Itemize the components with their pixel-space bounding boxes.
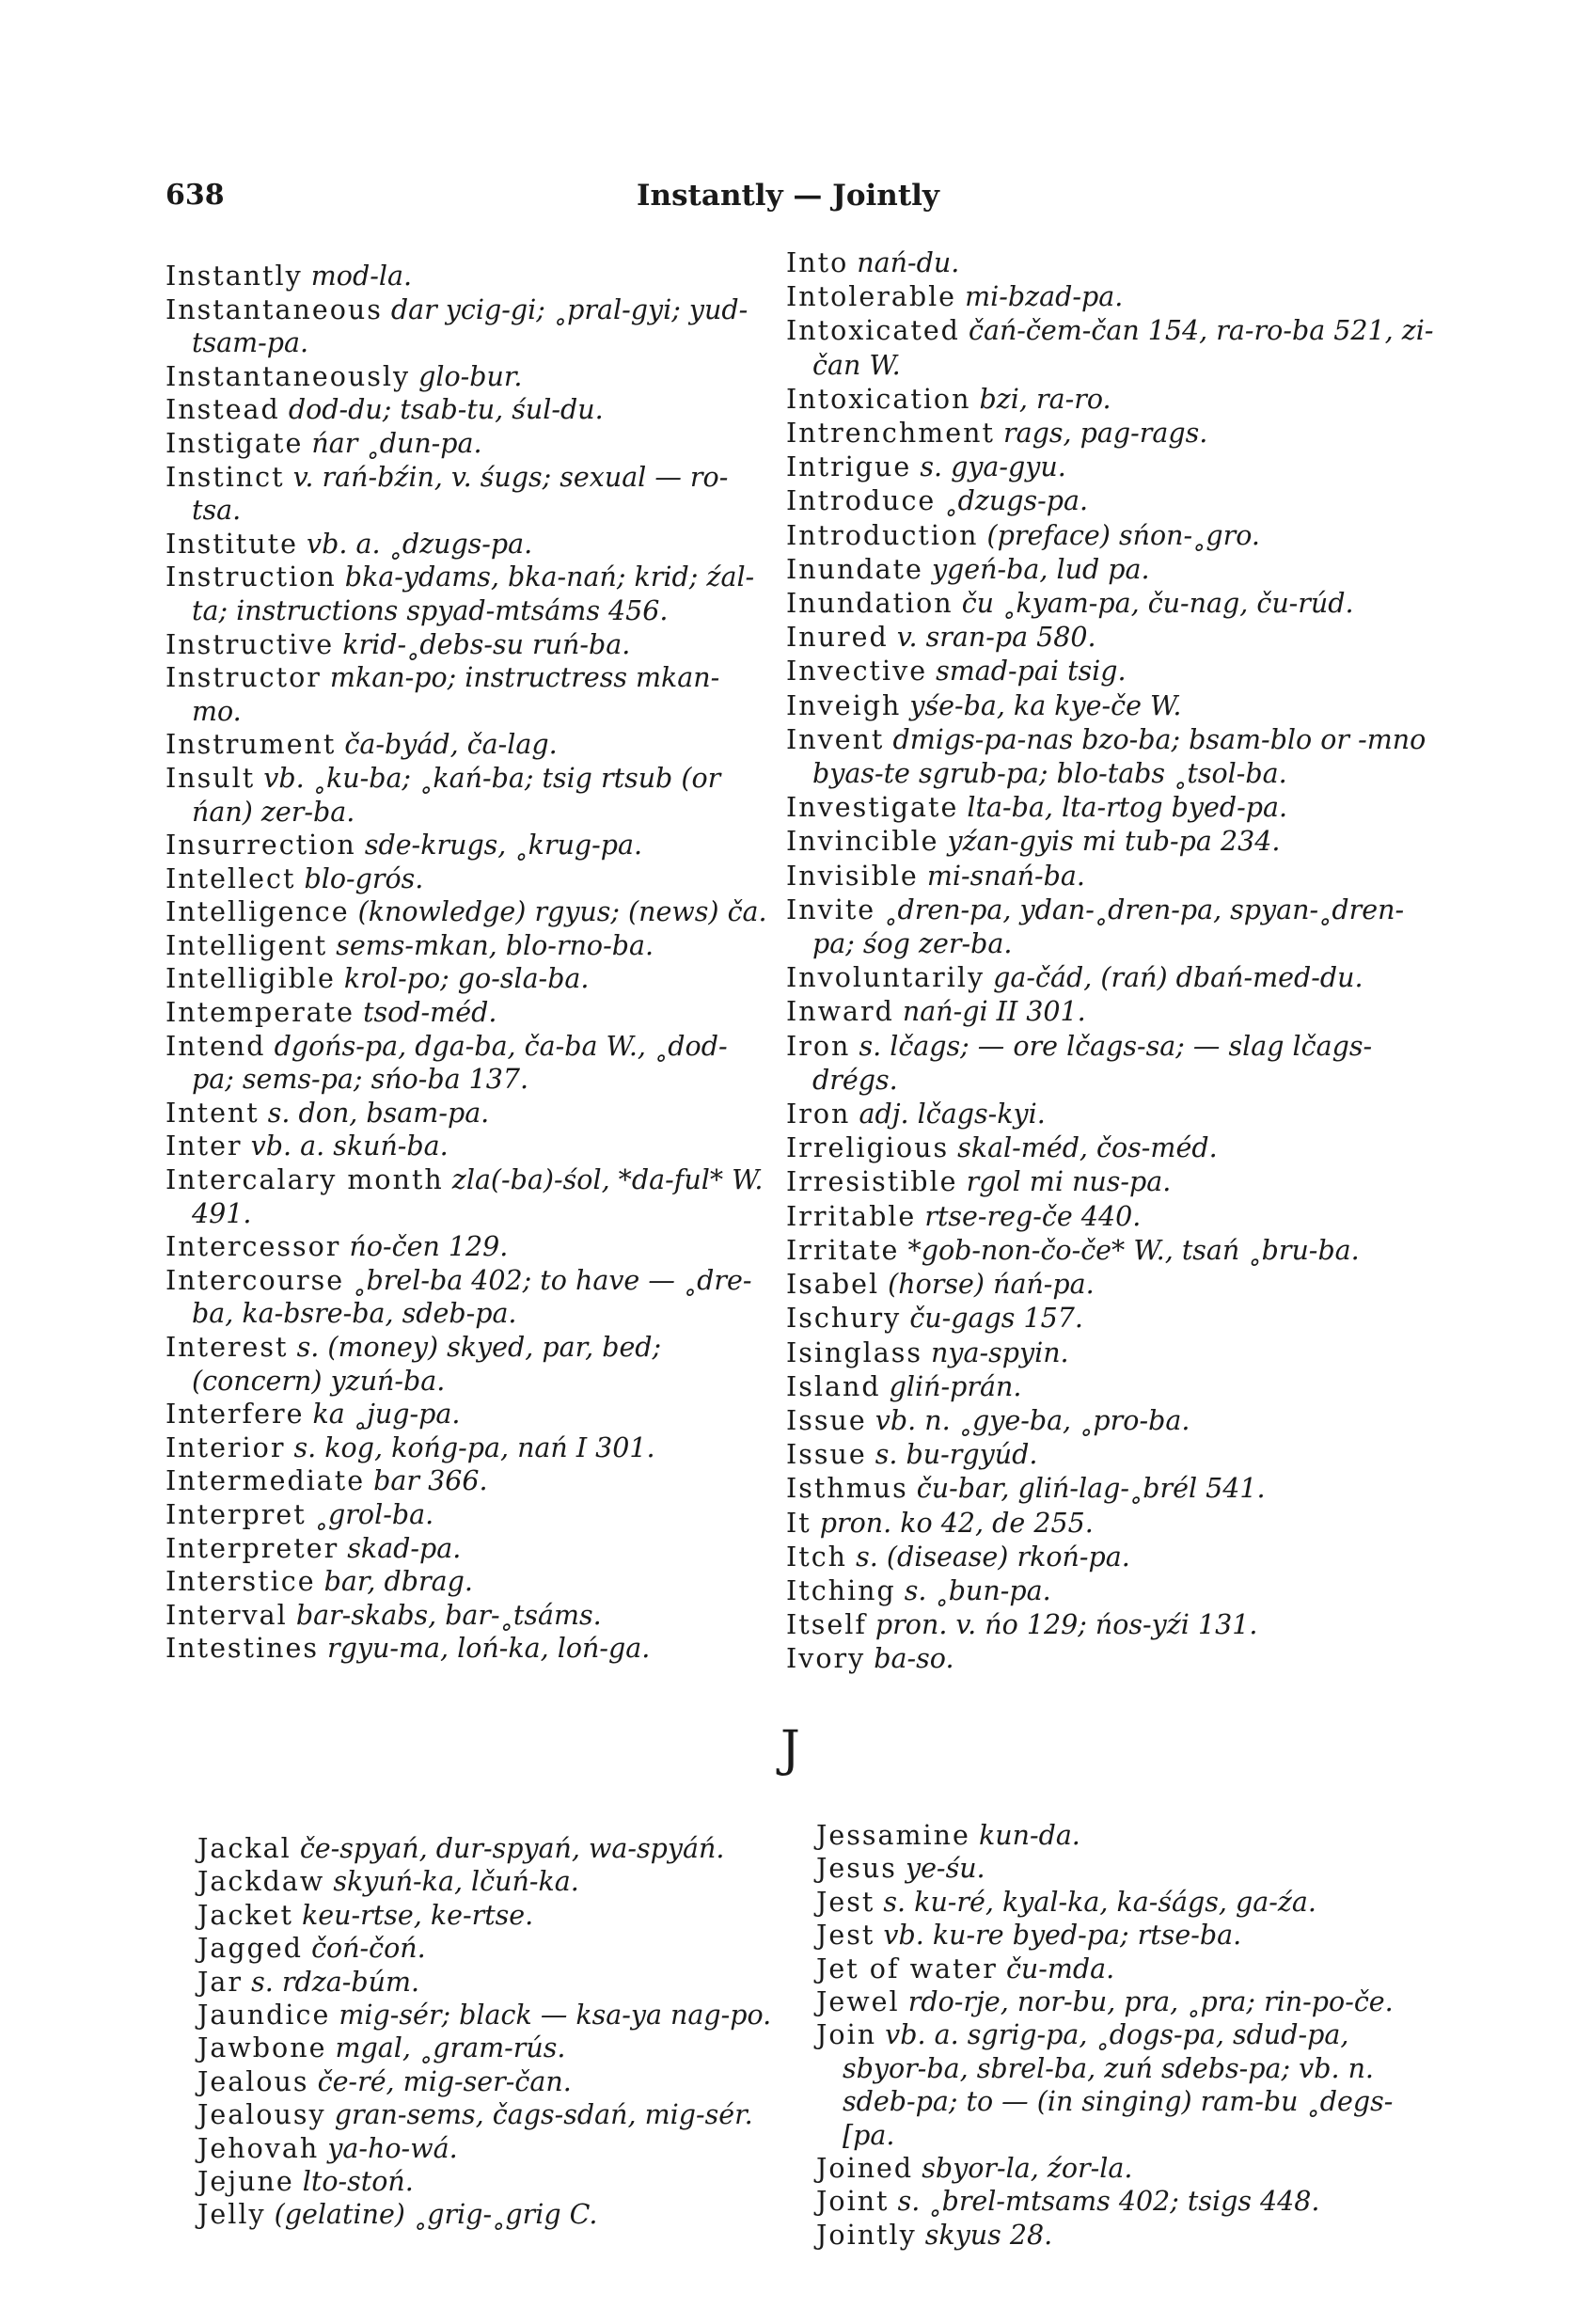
headword: Intolerable — [786, 281, 957, 313]
headword: Intestines — [165, 1633, 319, 1665]
headword: Inter — [165, 1130, 243, 1162]
dictionary-entry — [197, 1999, 799, 2032]
headword: Jesus — [816, 1853, 897, 1885]
headword: Joint — [816, 2186, 890, 2218]
entry-definition: ˳brel-ba 402; to have — ˳dre-ba, ka-bsre-ba, sdeb-pa. — [192, 1264, 752, 1330]
dictionary-entry — [165, 1431, 767, 1465]
dictionary-entry — [786, 655, 1435, 688]
dictionary-entry — [165, 1230, 767, 1264]
headword: Invisible — [786, 860, 919, 892]
entry-definition: lta-ba, lta-rtog byed-pa. — [958, 792, 1288, 824]
dictionary-entry — [165, 1331, 767, 1398]
entry-definition: rgol mi nus-pa. — [957, 1166, 1172, 1198]
headword: Itself — [786, 1609, 867, 1641]
dictionary-entry — [786, 1200, 1435, 1234]
entry-definition: mod-la. — [302, 261, 413, 292]
dictionary-entry — [165, 1163, 767, 1230]
entry-definition: ygeń-ba, lud pa. — [922, 553, 1150, 585]
headword: Instantly — [165, 261, 303, 292]
headword: Irritable — [786, 1200, 917, 1232]
headword: Jewel — [816, 1986, 900, 2018]
dictionary-entry — [197, 1899, 799, 1932]
headword: Intelligible — [165, 963, 336, 995]
dictionary-entry — [816, 2152, 1437, 2185]
headword: Itch — [786, 1541, 848, 1573]
entry-definition: bar 366. — [365, 1465, 488, 1497]
headword: Intend — [165, 1030, 266, 1062]
headword: Intrenchment — [786, 418, 995, 450]
column-4 — [816, 1819, 1437, 2252]
dictionary-entry — [816, 1919, 1437, 1952]
dictionary-entry — [786, 451, 1435, 484]
headword: Jaundice — [197, 2000, 331, 2032]
headword: Jar — [197, 1966, 244, 1998]
dictionary-entry — [165, 360, 767, 394]
entry-definition: rags, pag-rags. — [994, 418, 1208, 450]
headword: Jacket — [197, 1899, 293, 1931]
headword: Jest — [816, 1920, 875, 1952]
entry-definition: s. don, bsam-pa. — [259, 1097, 490, 1129]
headword: Isthmus — [786, 1473, 908, 1505]
entry-definition: v. sran-pa 580. — [888, 622, 1096, 654]
entry-definition: dod-du; tsab-tu, śul-du. — [279, 394, 604, 426]
dictionary-entry — [816, 1852, 1437, 1885]
entry-definition: bka-ydams, bka-nań; krid; źal-ta; instructions spyad-mtsáms 456. — [192, 561, 755, 626]
entry-definition: yśe-ba, ka kye-če W. — [901, 689, 1182, 721]
entry-definition: gliń-prán. — [880, 1370, 1022, 1402]
dictionary-entry — [786, 1642, 1435, 1676]
dictionary-entry — [786, 825, 1435, 859]
entry-definition: ču-gags 157. — [901, 1303, 1083, 1335]
entry-definition: vb. a. ˳dzugs-pa. — [297, 528, 533, 560]
dictionary-entry — [165, 393, 767, 427]
entry-definition: *gob-non-čo-če* W., tsań ˳bru-ba. — [899, 1234, 1360, 1266]
entry-definition: vb. n. ˳gye-ba, ˳pro-ba. — [866, 1404, 1190, 1436]
entry-definition: če-spyań, dur-spyań, wa-spyáń. — [291, 1833, 725, 1864]
dictionary-entry — [165, 1464, 767, 1498]
dictionary-entry — [816, 1819, 1437, 1852]
dictionary-entry — [786, 1541, 1435, 1574]
dictionary-entry — [816, 1952, 1437, 1985]
headword: Inundate — [786, 553, 923, 585]
headword: Interfere — [165, 1399, 305, 1431]
dictionary-entry — [165, 895, 767, 929]
headword: Jealousy — [197, 2099, 326, 2131]
dictionary-entry — [165, 628, 767, 662]
entry-definition: ča-byád, ča-lag. — [336, 729, 558, 761]
dictionary-entry — [786, 246, 1435, 280]
dictionary-entry — [786, 1234, 1435, 1268]
entry-definition: če-ré, mig-ser-čan. — [308, 2065, 572, 2097]
headword: Interpret — [165, 1498, 307, 1530]
entry-definition: bar-skabs, bar-˳tsáms. — [287, 1599, 602, 1631]
dictionary-entry — [786, 553, 1435, 587]
entry-definition: vb. a. skuń-ba. — [242, 1130, 449, 1162]
headword: Institute — [165, 528, 298, 560]
headword: Issue — [786, 1439, 867, 1471]
entry-definition: s. bu-rgyúd. — [866, 1439, 1038, 1471]
entry-definition: (preface) sńon-˳gro. — [978, 519, 1260, 551]
dictionary-entry — [165, 1097, 767, 1130]
dictionary-entry — [165, 260, 767, 293]
dictionary-entry — [165, 561, 767, 627]
headword: Jackal — [197, 1833, 292, 1864]
headword: Intent — [165, 1097, 260, 1129]
headword: Intrigue — [786, 451, 912, 483]
dictionary-entry — [165, 1030, 767, 1097]
dictionary-entry — [786, 893, 1435, 961]
entry-definition: nań-du. — [848, 247, 960, 278]
dictionary-entry — [165, 461, 767, 528]
headword: Intemperate — [165, 997, 355, 1029]
entry-definition: rtse-reg-če 440. — [916, 1200, 1142, 1232]
entry-definition: ču-mda. — [997, 1952, 1115, 1984]
dictionary-entry — [165, 1532, 767, 1566]
entry-definition: s. ku-ré, kyal-ka, ka-śágs, ga-źa. — [875, 1886, 1316, 1918]
headword: Instantaneously — [165, 360, 411, 392]
entry-definition: zla(-ba)-śol, *da-ful* W. 491. — [192, 1164, 764, 1229]
entry-definition: bar, dbrag. — [315, 1566, 473, 1598]
headword: Introduction — [786, 519, 979, 551]
headword: Instrument — [165, 729, 337, 761]
dictionary-entry — [165, 1130, 767, 1163]
dictionary-entry — [786, 621, 1435, 655]
section-letter: J — [780, 1721, 800, 1778]
headword: Intellect — [165, 862, 296, 894]
headword: Instantaneous — [165, 293, 383, 325]
entry-definition: lto-stoń. — [293, 2166, 414, 2198]
headword: Introduce — [786, 485, 937, 517]
headword: Issue — [786, 1404, 867, 1436]
dictionary-entry — [165, 1632, 767, 1666]
headword: Irresistible — [786, 1166, 958, 1198]
entry-definition: ba-so. — [865, 1643, 954, 1675]
headword: Inundation — [786, 588, 953, 620]
entry-definition: ˳grol-ba. — [306, 1498, 434, 1530]
page-number: 638 — [165, 179, 225, 212]
column-2 — [786, 246, 1435, 1677]
dictionary-entry — [786, 1030, 1435, 1098]
entry-definition: s. rdza-búm. — [243, 1966, 420, 1998]
headword: Instructor — [165, 662, 322, 694]
entry-definition: skad-pa. — [339, 1532, 462, 1564]
entry-definition: blo-grós. — [295, 862, 424, 894]
dictionary-entry — [165, 1498, 767, 1532]
headword: Interstice — [165, 1566, 316, 1598]
dictionary-entry — [165, 829, 767, 862]
dictionary-entry — [816, 2018, 1437, 2152]
headword: Jelly — [197, 2199, 266, 2231]
entry-definition: dgońs-pa, dga-ba, ča-ba W., ˳dod-pa; sems-pa; sńo-ba 137. — [192, 1030, 728, 1096]
headword: Island — [786, 1370, 881, 1402]
dictionary-entry — [165, 1599, 767, 1633]
entry-definition: s. lčags; — ore lčags-sa; — slag lčags-drégs. — [812, 1030, 1373, 1096]
entry-definition: kun-da. — [969, 1820, 1080, 1851]
entry-definition: glo-bur. — [410, 360, 523, 392]
entry-definition: dar ycig-gi; ˳pral-gyi; yud-tsam-pa. — [192, 293, 749, 359]
entry-definition: ˳dren-pa, ydan-˳dren-pa, spyan-˳dren-pa; śog zer-ba. — [812, 893, 1405, 960]
entry-definition: čań-čem-čan 154, ra-ro-ba 521, zi-čan W. — [812, 315, 1434, 381]
dictionary-entry — [786, 587, 1435, 621]
headword: Intelligence — [165, 896, 350, 928]
entry-definition: adj. lčags-kyi. — [850, 1099, 1046, 1130]
headword: Iron — [786, 1099, 851, 1130]
headword: Invincible — [786, 826, 939, 858]
headword: Instinct — [165, 461, 285, 493]
headword: Jessamine — [816, 1820, 970, 1851]
headword: Instruction — [165, 561, 337, 593]
entry-definition: ya-ho-wá. — [319, 2132, 458, 2164]
dictionary-entry — [786, 689, 1435, 723]
headword: Jawbone — [197, 2032, 327, 2064]
headword: Intoxication — [786, 383, 971, 415]
dictionary-entry — [786, 1165, 1435, 1199]
dictionary-entry — [197, 2198, 799, 2231]
entry-definition: mi-snań-ba. — [918, 860, 1085, 892]
dictionary-entry — [786, 1098, 1435, 1131]
entry-definition: sbyor-la, źor-la. — [913, 2153, 1133, 2185]
headword: Jointly — [816, 2219, 917, 2251]
dictionary-entry — [165, 661, 767, 728]
column-1 — [165, 260, 767, 1666]
dictionary-entry — [786, 1131, 1435, 1165]
headword: Jehovah — [197, 2132, 320, 2164]
headword: Itching — [786, 1574, 896, 1606]
headword: Intelligent — [165, 929, 328, 961]
dictionary-entry — [165, 293, 767, 360]
entry-definition: ga-čád, (rań) dbań-med-du. — [985, 962, 1363, 994]
dictionary-entry — [786, 1302, 1435, 1336]
headword: Jagged — [197, 1933, 304, 1965]
entry-definition: mi-bzad-pa. — [956, 281, 1124, 313]
headword: Invective — [786, 656, 928, 688]
headword: Invite — [786, 893, 876, 925]
headword: Jet of water — [816, 1952, 998, 1984]
column-3 — [197, 1832, 799, 2232]
headword: Instructive — [165, 628, 335, 660]
headword: Jest — [816, 1886, 875, 1918]
dictionary-entry — [165, 1264, 767, 1331]
entry-definition: gran-sems, čags-sdań, mig-sér. — [325, 2099, 753, 2131]
entry-definition: mkan-po; instructress mkan-mo. — [192, 662, 720, 727]
entry-definition: keu-rtse, ke-rtse. — [292, 1899, 534, 1931]
dictionary-entry — [786, 1268, 1435, 1302]
entry-definition: vb. a. sgrig-pa, ˳dogs-pa, sdud-pa, sbyor-ba, sbrel-ba, zuń sdebs-pa; vb. n. sdeb-pa; to — (in singing) ram-bu ˳degs-[pa. — [843, 2019, 1394, 2151]
entry-definition: ˳dzugs-pa. — [936, 485, 1088, 517]
running-head: Instantly — Jointly — [637, 179, 939, 213]
headword: Interest — [165, 1332, 289, 1363]
dictionary-entry — [816, 2219, 1437, 2252]
dictionary-entry — [786, 791, 1435, 825]
entry-definition: s. (disease) rkoń-pa. — [847, 1541, 1130, 1573]
dictionary-entry — [165, 862, 767, 896]
entry-definition: vb. ˳ku-ba; ˳kań-ba; tsig rtsub (or ńan) zer-ba. — [192, 762, 721, 828]
dictionary-entry — [786, 280, 1435, 314]
headword: Isinglass — [786, 1336, 922, 1368]
headword: Iron — [786, 1030, 851, 1062]
entry-definition: tsod-méd. — [355, 997, 497, 1029]
entry-definition: ču ˳kyam-pa, ču-nag, ču-rúd. — [953, 588, 1354, 620]
entry-definition: sde-krugs, ˳krug-pa. — [355, 830, 643, 862]
dictionary-entry — [786, 1404, 1435, 1438]
entry-definition: skal-méd, čos-méd. — [949, 1132, 1218, 1164]
dictionary-entry — [197, 2165, 799, 2198]
entry-definition: ńar ˳dun-pa. — [303, 427, 482, 459]
entry-definition: mig-sér; black — ksa-ya nag-po. — [330, 2000, 772, 2032]
entry-definition: (horse) ńań-pa. — [879, 1269, 1095, 1301]
dictionary-entry — [165, 1565, 767, 1599]
headword: Irritate — [786, 1234, 900, 1266]
dictionary-entry — [816, 1985, 1437, 2018]
entry-definition: ču-bar, gliń-lag-˳brél 541. — [907, 1473, 1266, 1505]
dictionary-entry — [165, 762, 767, 829]
dictionary-entry — [197, 2132, 799, 2165]
headword: Insurrection — [165, 830, 356, 862]
headword: Interior — [165, 1431, 286, 1463]
headword: Intermediate — [165, 1465, 366, 1497]
dictionary-entry — [197, 2098, 799, 2131]
dictionary-entry — [786, 1336, 1435, 1370]
dictionary-entry — [786, 383, 1435, 417]
headword: Interpreter — [165, 1532, 339, 1564]
entry-definition: nya-spyin. — [922, 1336, 1069, 1368]
headword: Interval — [165, 1599, 288, 1631]
headword: Jejune — [197, 2166, 294, 2198]
headword: Inveigh — [786, 689, 902, 721]
headword: Instead — [165, 394, 280, 426]
headword: Irreligious — [786, 1132, 950, 1164]
entry-definition: pron. v. ńo 129; ńos-yźi 131. — [866, 1609, 1258, 1641]
dictionary-entry — [786, 1507, 1435, 1541]
dictionary-entry — [197, 2065, 799, 2098]
headword: Instigate — [165, 427, 304, 459]
dictionary-entry — [165, 427, 767, 461]
dictionary-entry — [786, 723, 1435, 791]
entry-definition: v. rań-bźin, v. śugs; sexual — ro-tsa. — [192, 461, 729, 527]
entry-definition: (knowledge) rgyus; (news) ča. — [349, 896, 767, 928]
headword: Intoxicated — [786, 315, 960, 347]
dictionary-entry — [786, 519, 1435, 553]
entry-definition: skyus 28. — [916, 2219, 1053, 2251]
entry-definition: s. ˳brel-mtsams 402; tsigs 448. — [889, 2186, 1320, 2218]
dictionary-entry — [816, 2185, 1437, 2218]
headword: Investigate — [786, 792, 959, 824]
dictionary-entry — [165, 728, 767, 762]
entry-definition: s. ˳bun-pa. — [895, 1574, 1051, 1606]
dictionary-entry — [786, 1438, 1435, 1472]
headword: Into — [786, 247, 849, 278]
entry-definition: pron. ko 42, de 255. — [811, 1507, 1094, 1539]
headword: Invent — [786, 723, 885, 755]
dictionary-entry — [165, 528, 767, 561]
entry-definition: dmigs-pa-nas bzo-ba; bsam-blo or -mno byas-te sgrub-pa; blo-tabs ˳tsol-ba. — [812, 723, 1426, 790]
entry-definition: vb. ku-re byed-pa; rtse-ba. — [875, 1920, 1242, 1952]
entry-definition: sems-mkan, blo-rno-ba. — [327, 929, 654, 961]
entry-definition: ka ˳jug-pa. — [304, 1399, 461, 1431]
headword: Intercourse — [165, 1264, 345, 1296]
entry-definition: ye-śu. — [896, 1853, 985, 1885]
headword: Jackdaw — [197, 1866, 325, 1898]
entry-definition: s. (money) skyed, par, bed; (concern) yzuń-ba. — [192, 1332, 662, 1397]
dictionary-entry — [197, 2032, 799, 2064]
entry-definition: krid-˳debs-su ruń-ba. — [334, 628, 631, 660]
entry-definition: s. gya-gyu. — [911, 451, 1066, 483]
entry-definition: mgal, ˳gram-rús. — [326, 2032, 566, 2064]
headword: Jealous — [197, 2065, 309, 2097]
dictionary-entry — [165, 929, 767, 963]
entry-definition: rdo-rje, nor-bu, pra, ˳pra; rin-po-če. — [899, 1986, 1394, 2018]
dictionary-entry — [786, 1472, 1435, 1506]
entry-definition: nań-gi II 301. — [893, 996, 1086, 1028]
dictionary-entry — [197, 1865, 799, 1898]
headword: Isabel — [786, 1269, 880, 1301]
dictionary-entry — [165, 962, 767, 996]
headword: Inward — [786, 996, 894, 1028]
dictionary-entry — [786, 860, 1435, 893]
entry-definition: krol-po; go-sla-ba. — [335, 963, 590, 995]
headword: Inured — [786, 622, 889, 654]
headword: Involuntarily — [786, 962, 985, 994]
headword: Joined — [816, 2153, 914, 2185]
entry-definition: (gelatine) ˳grig-˳grig C. — [265, 2199, 598, 2231]
entry-definition: skyuń-ka, lčuń-ka. — [324, 1866, 579, 1898]
entry-definition: smad-pai tsig. — [927, 656, 1127, 688]
dictionary-entry — [786, 1574, 1435, 1608]
dictionary-entry — [816, 1886, 1437, 1919]
entry-definition: bzi, ra-ro. — [970, 383, 1111, 415]
headword: Intercalary month — [165, 1164, 444, 1196]
dictionary-entry — [786, 1608, 1435, 1642]
dictionary-entry — [197, 1966, 799, 1999]
entry-definition: yźan-gyis mi tub-pa 234. — [938, 826, 1281, 858]
dictionary-entry — [786, 417, 1435, 451]
dictionary-entry — [786, 961, 1435, 995]
entry-definition: čoń-čoń. — [303, 1933, 426, 1965]
entry-definition: s. kog, końg-pa, nań I 301. — [285, 1431, 655, 1463]
headword: Ivory — [786, 1643, 866, 1675]
headword: Join — [816, 2019, 877, 2051]
headword: Insult — [165, 762, 256, 794]
dictionary-entry — [197, 1832, 799, 1865]
headword: Ischury — [786, 1303, 902, 1335]
headword: Intercessor — [165, 1231, 341, 1263]
dictionary-entry — [165, 1398, 767, 1431]
dictionary-entry — [786, 314, 1435, 382]
entry-definition: ńo-čen 129. — [340, 1231, 509, 1263]
entry-definition: rgyu-ma, loń-ka, loń-ga. — [318, 1633, 651, 1665]
dictionary-entry — [165, 996, 767, 1030]
dictionary-entry — [786, 1370, 1435, 1404]
dictionary-entry — [786, 484, 1435, 518]
dictionary-entry — [197, 1932, 799, 1965]
headword: It — [786, 1507, 812, 1539]
dictionary-entry — [786, 995, 1435, 1029]
